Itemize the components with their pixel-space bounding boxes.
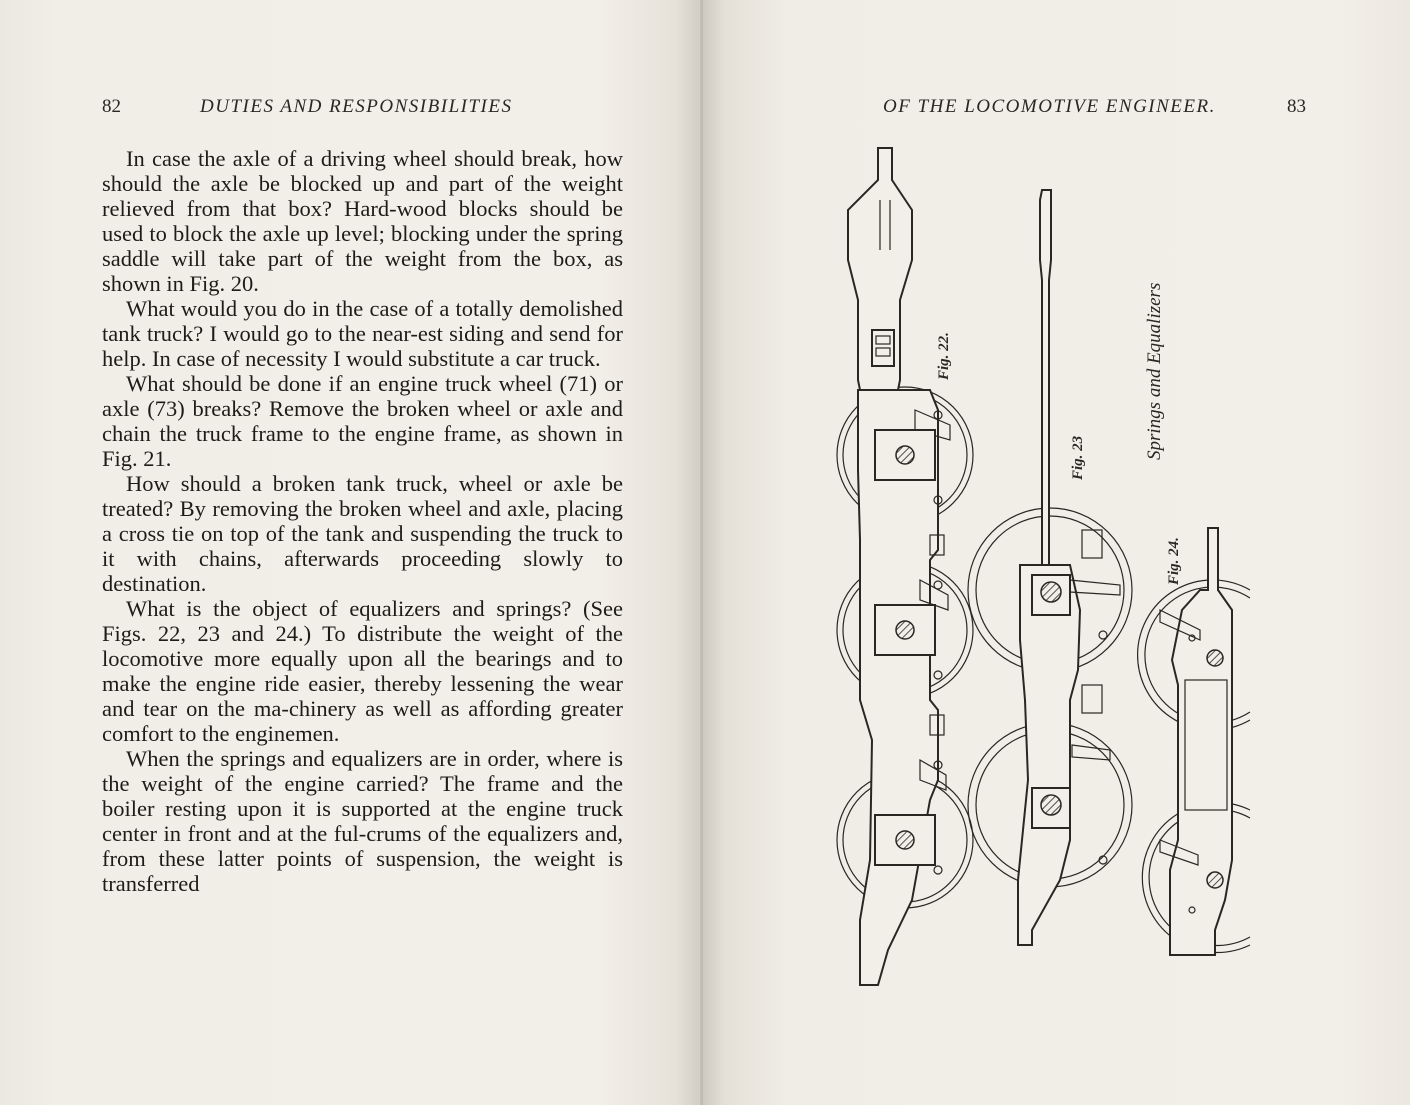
running-head-right: OF THE LOCOMOTIVE ENGINEER. — [883, 96, 1216, 117]
figure-24-label: Fig. 24. — [1166, 537, 1182, 585]
figure-23-drawing — [968, 190, 1132, 945]
running-head-left: DUTIES AND RESPONSIBILITIES — [200, 96, 513, 117]
plate-title: Springs and Equalizers — [1144, 282, 1165, 460]
figure-22-label: Fig. 22. — [936, 332, 952, 380]
paragraph: In case the axle of a driving wheel should break, how should the axle be blocked up and part of the weight relieved from that box? Hard-wood blocks should be used to block the axle up level; blocking under the spring saddle will take part of the weight from the box, as shown in Fig. 20. — [102, 146, 623, 296]
page-number-right: 83 — [1287, 96, 1306, 117]
paragraph: When the springs and equalizers are in order, where is the weight of the engine carried? The frame and the boiler resting upon it is supported at the engine truck center in front and at the ful-crums of the equalizers and, from these latter points of suspension, the weight is transferred — [102, 746, 623, 896]
figure-24-drawing — [1138, 528, 1250, 955]
figure-22-drawing — [837, 148, 973, 985]
page-number-left: 82 — [102, 96, 121, 117]
paragraph: What is the object of equalizers and springs? (See Figs. 22, 23 and 24.) To distribute the weight of the locomotive more equally upon all the bearings and to make the engine ride easier, thereby lessening the wear and tear on the ma-chinery as well as affording greater comfort to the enginemen. — [102, 596, 623, 746]
paragraph: How should a broken tank truck, wheel or axle be treated? By removing the broken wheel and axle, placing a cross tie on top of the tank and suspending the truck to it with chains, afterwards proceeding slowly to destination. — [102, 471, 623, 596]
springs-equalizers-plate — [820, 140, 1270, 1010]
body-text — [102, 146, 623, 896]
figure-23-label: Fig. 23 — [1070, 435, 1086, 480]
left-page — [0, 0, 703, 1105]
paragraph: What should be done if an engine truck wheel (71) or axle (73) breaks? Remove the broken wheel or axle and chain the truck frame to the engine frame, as shown in Fig. 21. — [102, 371, 623, 471]
paragraph: What would you do in the case of a totally demolished tank truck? I would go to the near-est siding and send for help. In case of necessity I would substitute a car truck. — [102, 296, 623, 371]
